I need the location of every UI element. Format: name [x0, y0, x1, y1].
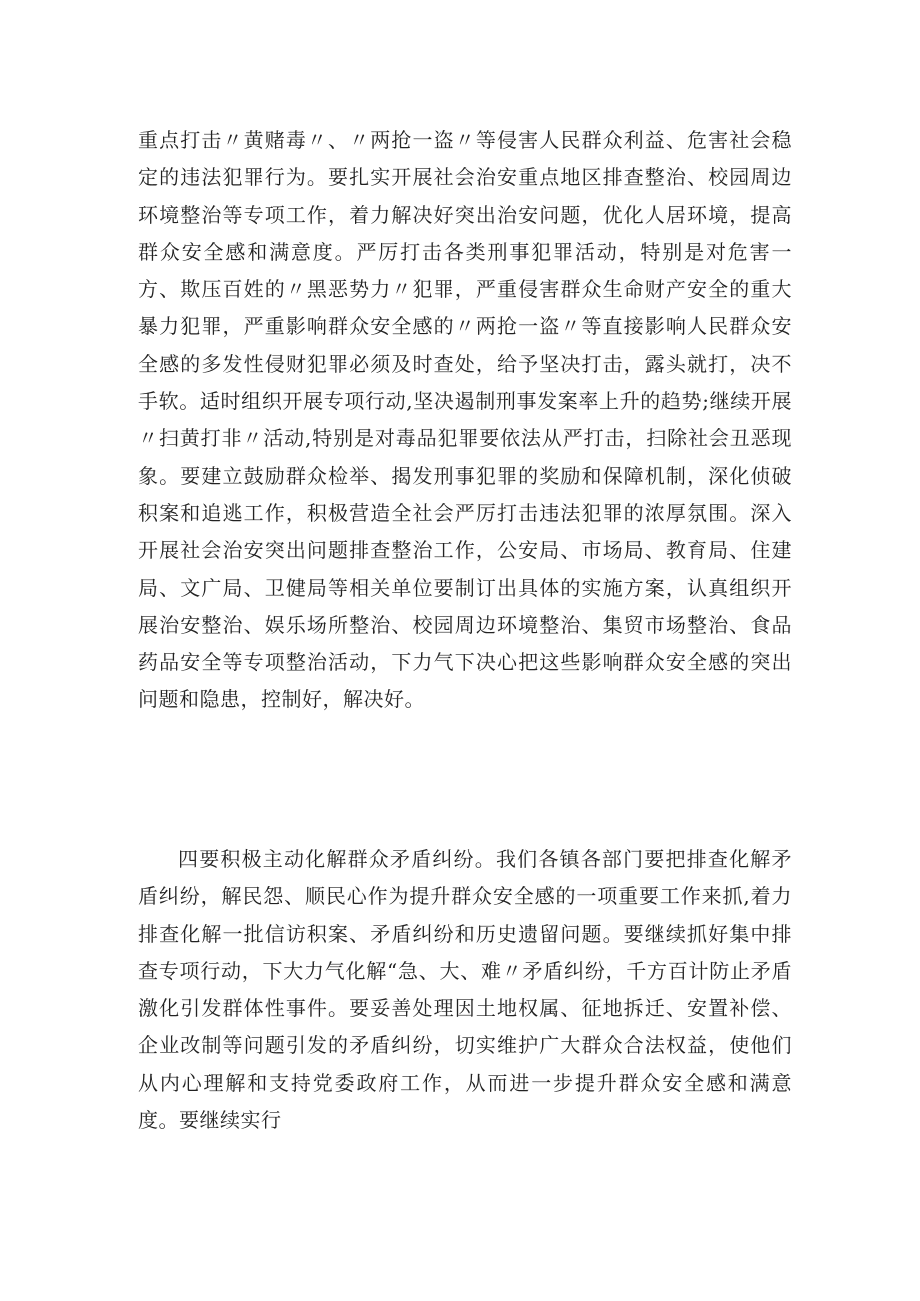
paragraph-text: 重点打击〃黄赌毒〃、〃两抢一盗〃等侵害人民群众利益、危害社会稳定的违法犯罪行为。要扎实开展社会治安重点地区排查整治、校园周边环境整治等专项工作，着力解决好突出治安问题，优化人居环境，提高群众安全感和满意度。严厉打击各类刑事犯罪活动，特别是对危害一方、欺压百姓的〃黑恶势力〃犯罪，严重侵害群众生命财产安全的重大暴力犯罪，严重影响群众安全感的〃两抢一盗〃等直接影响人民群众安全感的多发性侵财犯罪必须及时查处，给予坚决打击，露头就打，决不手软。适时组织开展专项行动,坚决遏制刑事发案率上升的趋势;继续开展〃扫黄打非〃活动,特别是对毒品犯罪要依法从严打击，扫除社会丑恶现象。要建立鼓励群众检举、揭发刑事犯罪的奖励和保障机制，深化侦破积案和追逃工作，积极营造全社会严厉打击违法犯罪的浓厚氛围。深入开展社会治安突出问题排查整治工作，公安局、市场局、教育局、住建局、文广局、卫健局等相关单位要制订出具体的实施方案，认真组织开展治安整治、娱乐场所整治、校园周边环境整治、集贸市场整治、食品药品安全等专项整治活动，下力气下决心把这些影响群众安全感的突出问题和隐患，控制好，解决好。 — [138, 128, 792, 712]
body-paragraph-2 — [138, 841, 792, 1139]
body-paragraph-1 — [138, 122, 792, 719]
paragraph-text: 四要积极主动化解群众矛盾纠纷。我们各镇各部门要把排查化解矛盾纠纷，解民怨、顺民心作为提升群众安全感的一项重要工作来抓,着力排查化解一批信访积案、矛盾纠纷和历史遗留问题。要继续抓好集中排查专项行动，下大力气化解“急、大、难〃矛盾纠纷，千方百计防止矛盾激化引发群体性事件。要妥善处理因土地权属、征地拆迁、安置补偿、企业改制等问题引发的矛盾纠纷，切实维护广大群众合法权益，使他们从内心理解和支持党委政府工作，从而进一步提升群众安全感和满意度。要继续实行 — [138, 847, 792, 1133]
